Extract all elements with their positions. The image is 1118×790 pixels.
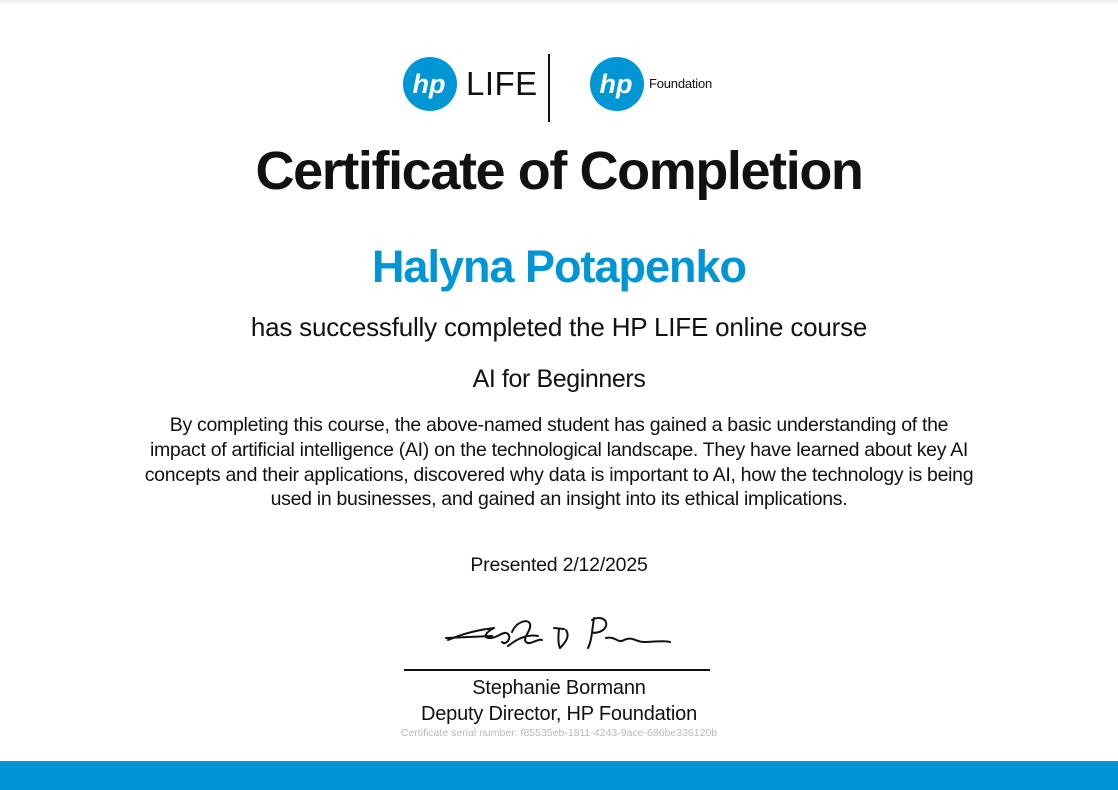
course-name: AI for Beginners xyxy=(472,365,646,393)
header-logos xyxy=(0,0,1118,130)
certificate-title: Certificate of Completion xyxy=(255,141,863,201)
hp-logo-icon xyxy=(403,57,457,111)
serial-label: Certificate serial number: xyxy=(400,727,518,739)
completion-statement: has successfully completed the HP LIFE online course xyxy=(250,312,868,342)
certificate-serial xyxy=(0,726,1118,740)
signature-line xyxy=(404,669,710,671)
hp-logo-icon xyxy=(590,57,644,111)
bottom-accent-band xyxy=(0,761,1118,790)
svg-text:hp: hp xyxy=(599,69,633,99)
logo-divider xyxy=(548,54,550,122)
serial-value: f85535eb-1811-4243-9ace-686be336120b xyxy=(520,727,718,739)
signer-title: Deputy Director, HP Foundation xyxy=(420,703,697,725)
signature-image xyxy=(442,608,674,658)
course-description: By completing this course, the above-named student has gained a basic understanding of the impact of artificial intelligence (AI) on the technological landscape. They have learned about key AI concepts and their applications, discovered why data is important to AI, how the technology is being used in businesses, and gained an insight into its ethical implications. xyxy=(144,414,974,511)
logo-life-text: LIFE xyxy=(466,65,538,102)
presented-date: Presented 2/12/2025 xyxy=(470,554,648,576)
svg-text:hp: hp xyxy=(412,69,446,99)
signer-name: Stephanie Bormann xyxy=(472,677,646,699)
logo-foundation-text: Foundation xyxy=(649,76,713,91)
recipient-name: Halyna Potapenko xyxy=(371,241,747,292)
